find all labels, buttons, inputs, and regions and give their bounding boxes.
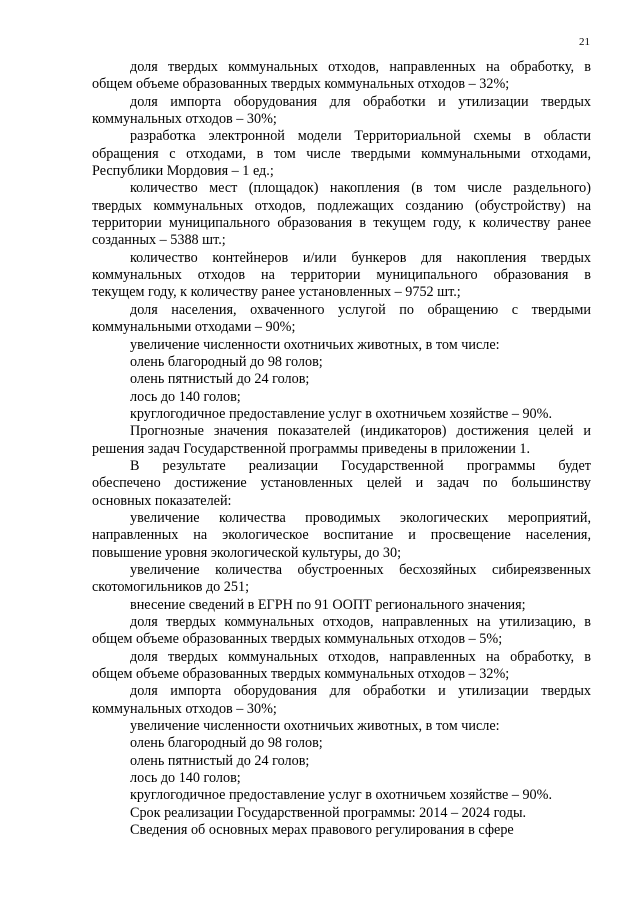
paragraph-line: обращения с отходами, в том числе твердыми коммунальными отходами, [92, 145, 591, 162]
paragraph-line: лось до 140 голов; [130, 770, 241, 787]
paragraph-line: увеличение количества обустроенных бесхозяйных сибиреязвенных [130, 561, 591, 578]
paragraph-line: доля населения, охваченного услугой по обращению с твердыми [130, 301, 591, 318]
paragraph-line: увеличение количества проводимых экологических мероприятий, [130, 509, 591, 526]
paragraph [92, 753, 591, 770]
paragraph-line: общем объеме образованных твердых коммунальных отходов – 5%; [92, 631, 503, 648]
paragraph-line: скотомогильников до 251; [92, 579, 250, 596]
paragraph-line: олень благородный до 98 голов; [130, 735, 323, 752]
paragraph-line: коммунальных отходов на территории муниципального образования в [92, 267, 591, 284]
paragraph-line: олень пятнистый до 24 голов; [130, 371, 310, 388]
paragraph-line: количество мест (площадок) накопления (в том числе раздельного) [130, 180, 591, 197]
paragraph-line: коммунальных отходов – 30%; [92, 700, 277, 717]
paragraph-line: Республики Мордовия – 1 ед.; [92, 163, 274, 180]
paragraph-line: разработка электронной модели Территориальной схемы в области [130, 128, 591, 145]
paragraph-line: Срок реализации Государственной программы: 2014 – 2024 годы. [130, 804, 527, 821]
paragraph-line: повышение уровня экологической культуры, до 30; [92, 544, 402, 561]
paragraph-line: основных показателей: [92, 492, 232, 509]
paragraph [92, 649, 591, 684]
paragraph [92, 510, 591, 562]
paragraph [92, 337, 591, 354]
paragraph-line: общем объеме образованных твердых коммунальных отходов – 32%; [92, 666, 510, 683]
paragraph-line: олень пятнистый до 24 голов; [130, 752, 310, 769]
paragraph-line: решения задач Государственной программы приведены в приложении 1. [92, 440, 530, 457]
paragraph-line: направленных на экологическое воспитание и просвещение населения, [92, 527, 591, 544]
paragraph [92, 683, 591, 718]
paragraph-line: В результате реализации Государственной программы будет [130, 457, 591, 474]
paragraph-line: олень благородный до 98 голов; [130, 353, 323, 370]
paragraph [92, 822, 591, 839]
paragraph [92, 250, 591, 302]
paragraph-line: текущем году, к количеству ранее установленных – 9752 шт.; [92, 284, 461, 301]
document-body [92, 59, 591, 839]
paragraph-line: доля твердых коммунальных отходов, направленных на обработку, в [130, 648, 591, 665]
paragraph-line: внесение сведений в ЕГРН по 91 ООПТ регионального значения; [130, 596, 526, 613]
paragraph [92, 423, 591, 458]
paragraph-line: доля твердых коммунальных отходов, направленных на утилизацию, в [130, 614, 591, 630]
paragraph [92, 302, 591, 337]
paragraph-line: количество контейнеров и/или бункеров для накопления твердых [130, 249, 591, 266]
paragraph-line: коммунальными отходами – 90%; [92, 319, 296, 336]
paragraph-line: увеличение численности охотничьих животных, в том числе: [130, 718, 500, 735]
paragraph [92, 128, 591, 180]
paragraph [92, 371, 591, 388]
paragraph [92, 354, 591, 371]
paragraph-line: территории муниципального образования в текущем году, к количеству ранее [92, 215, 591, 232]
paragraph [92, 389, 591, 406]
paragraph [92, 718, 591, 735]
paragraph [92, 805, 591, 822]
paragraph [92, 597, 591, 614]
paragraph [92, 406, 591, 423]
paragraph-line: доля твердых коммунальных отходов, направленных на обработку, в [130, 59, 591, 75]
paragraph-line: коммунальных отходов – 30%; [92, 111, 277, 128]
paragraph-line: круглогодичное предоставление услуг в охотничьем хозяйстве – 90%. [130, 405, 553, 422]
paragraph [92, 94, 591, 129]
paragraph-line: общем объеме образованных твердых коммунальных отходов – 32%; [92, 76, 510, 93]
paragraph [92, 614, 591, 649]
paragraph [92, 562, 591, 597]
paragraph-line: обеспечено достижение установленных целей и задач по большинству [92, 475, 591, 492]
paragraph [92, 458, 591, 510]
paragraph-line: доля импорта оборудования для обработки и утилизации твердых [130, 93, 591, 110]
page-number: 21 [579, 36, 590, 48]
paragraph-line: доля импорта оборудования для обработки и утилизации твердых [130, 683, 591, 700]
paragraph-line: Сведения об основных мерах правового регулирования в сфере [130, 822, 514, 839]
paragraph-line: круглогодичное предоставление услуг в охотничьем хозяйстве – 90%. [130, 787, 553, 804]
paragraph [92, 735, 591, 752]
paragraph-line: Прогнозные значения показателей (индикаторов) достижения целей и [130, 423, 591, 440]
paragraph [92, 770, 591, 787]
paragraph [92, 787, 591, 804]
paragraph [92, 180, 591, 249]
paragraph-line: увеличение численности охотничьих животных, в том числе: [130, 336, 500, 353]
paragraph-line: твердых коммунальных отходов, подлежащих созданию (обустройству) на [92, 197, 591, 214]
paragraph [92, 59, 591, 94]
paragraph-line: лось до 140 голов; [130, 388, 241, 405]
paragraph-line: созданных – 5388 шт.; [92, 232, 226, 249]
